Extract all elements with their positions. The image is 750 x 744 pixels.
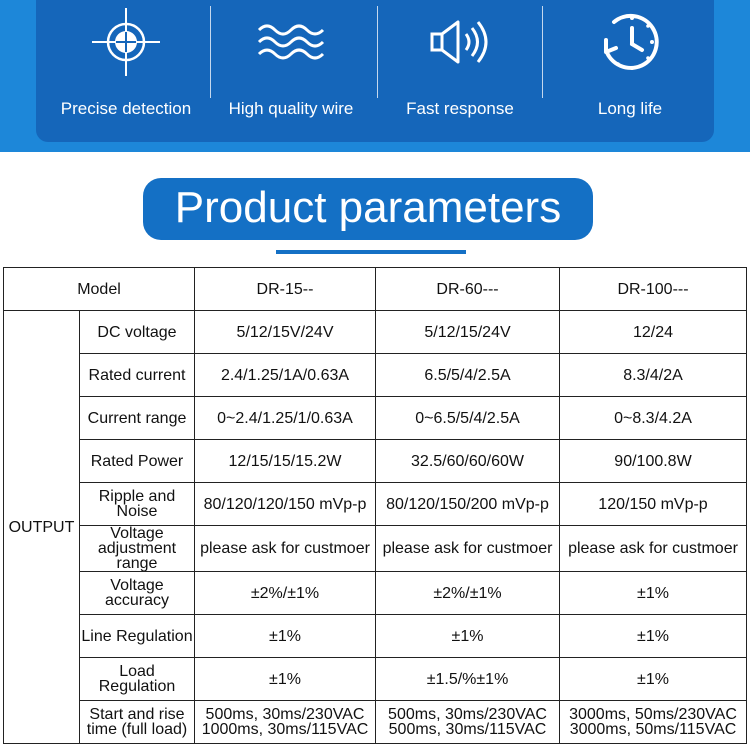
param-label: Rated Power xyxy=(80,440,195,483)
feature-label: Fast response xyxy=(406,99,514,118)
table-row xyxy=(4,526,747,572)
param-value: ±1% xyxy=(560,658,747,701)
param-value: ±1% xyxy=(560,615,747,658)
feature-divider xyxy=(542,6,543,98)
param-value: 3000ms, 50ms/230VAC 3000ms, 50ms/115VAC xyxy=(560,701,747,744)
output-group-label: OUTPUT xyxy=(4,311,80,744)
param-value: please ask for custmoer xyxy=(560,526,747,572)
clock-icon xyxy=(594,6,666,78)
param-value: 500ms, 30ms/230VAC 1000ms, 30ms/115VAC xyxy=(195,701,376,744)
param-label: Line Regulation xyxy=(80,615,195,658)
param-value: ±1.5/%±1% xyxy=(376,658,560,701)
table-row xyxy=(4,354,747,397)
feature-label: Precise detection xyxy=(60,99,192,118)
param-label: Load Regulation xyxy=(80,658,195,701)
param-value: 2.4/1.25/1A/0.63A xyxy=(195,354,376,397)
param-label: Current range xyxy=(80,397,195,440)
feature-label: Long life xyxy=(597,99,663,118)
model-name: DR-100--- xyxy=(560,268,747,311)
parameters-table xyxy=(3,267,747,744)
param-value: ±1% xyxy=(376,615,560,658)
param-value: 12/24 xyxy=(560,311,747,354)
param-value: 80/120/150/200 mVp-p xyxy=(376,483,560,526)
table-row xyxy=(4,483,747,526)
model-label: Model xyxy=(4,268,195,311)
feature-long-life xyxy=(545,0,715,142)
table-row xyxy=(4,701,747,744)
table-row xyxy=(4,440,747,483)
param-label: Ripple and Noise xyxy=(80,483,195,526)
features-panel xyxy=(36,0,714,142)
param-value: 32.5/60/60/60W xyxy=(376,440,560,483)
model-name: DR-15-- xyxy=(195,268,376,311)
features-banner xyxy=(0,0,750,152)
param-value: 5/12/15V/24V xyxy=(195,311,376,354)
table-row xyxy=(4,615,747,658)
param-value: 0~8.3/4.2A xyxy=(560,397,747,440)
table-row xyxy=(4,572,747,615)
crosshair-icon xyxy=(90,6,162,78)
param-value: ±1% xyxy=(560,572,747,615)
model-name: DR-60--- xyxy=(376,268,560,311)
param-value: 6.5/5/4/2.5A xyxy=(376,354,560,397)
param-value: 120/150 mVp-p xyxy=(560,483,747,526)
param-value: ±2%/±1% xyxy=(376,572,560,615)
feature-fast-response xyxy=(375,0,545,142)
param-value: 80/120/120/150 mVp-p xyxy=(195,483,376,526)
param-value: 0~6.5/5/4/2.5A xyxy=(376,397,560,440)
param-value: ±1% xyxy=(195,615,376,658)
param-value: please ask for custmoer xyxy=(376,526,560,572)
speaker-icon xyxy=(424,6,496,78)
param-value: ±1% xyxy=(195,658,376,701)
param-value: 8.3/4/2A xyxy=(560,354,747,397)
table-header-row xyxy=(4,268,747,311)
param-value: 0~2.4/1.25/1/0.63A xyxy=(195,397,376,440)
table-row xyxy=(4,311,747,354)
feature-high-quality-wire xyxy=(206,0,376,142)
param-value: 5/12/15/24V xyxy=(376,311,560,354)
param-value: 90/100.8W xyxy=(560,440,747,483)
table-row xyxy=(4,397,747,440)
param-value: ±2%/±1% xyxy=(195,572,376,615)
param-value: 12/15/15/15.2W xyxy=(195,440,376,483)
feature-precise-detection xyxy=(41,0,211,142)
param-value: please ask for custmoer xyxy=(195,526,376,572)
param-label: Voltage adjustment range xyxy=(80,526,195,572)
title-underline xyxy=(276,250,466,254)
page-title: Product parameters xyxy=(143,178,593,240)
param-value: 500ms, 30ms/230VAC 500ms, 30ms/115VAC xyxy=(376,701,560,744)
feature-label: High quality wire xyxy=(228,99,354,118)
waves-icon xyxy=(255,6,327,78)
param-label: Rated current xyxy=(80,354,195,397)
param-label: Voltage accuracy xyxy=(80,572,195,615)
table-row xyxy=(4,658,747,701)
param-label: Start and rise time (full load) xyxy=(80,701,195,744)
param-label: DC voltage xyxy=(80,311,195,354)
